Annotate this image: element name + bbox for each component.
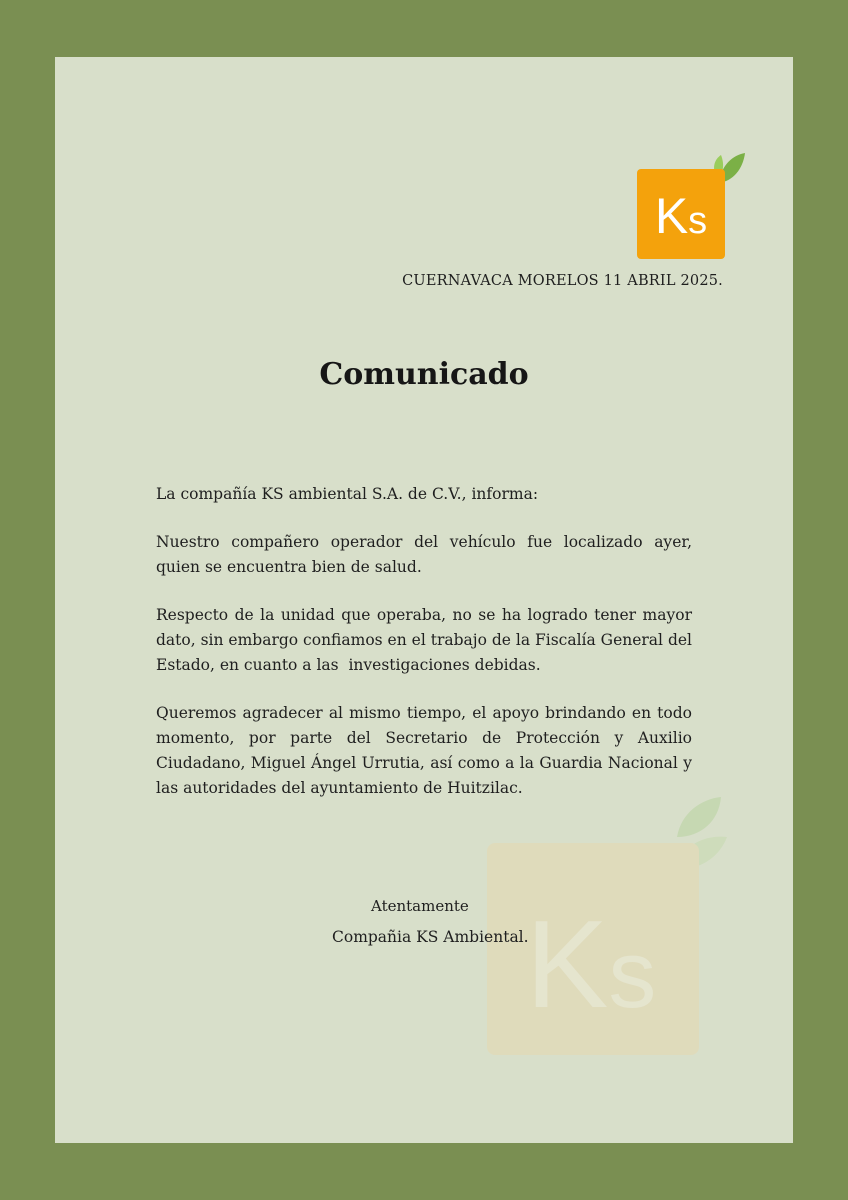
- date-line: CUERNAVACA MORELOS 11 ABRIL 2025.: [402, 273, 723, 289]
- document-body: [156, 482, 697, 824]
- paragraph-2: Respecto de la unidad que operaba, no se ha logrado tener mayor dato, sin embargo confiamos en el trabajo de la Fiscalía General del Estado, en cuanto a las investigaciones debidas.: [156, 606, 697, 674]
- paragraph-3: Queremos agradecer al mismo tiempo, el apoyo brindando en todo momento, por parte del Secretario de Protección y Auxilio Ciudadano, Miguel Ángel Urrutia, así como a la Guardia Nacional y las autoridades del ayuntamiento de Huitzilac.: [156, 704, 692, 797]
- closing-text: Atentamente: [371, 897, 469, 915]
- svg-text:Ks: Ks: [654, 188, 708, 244]
- intro-paragraph: La compañía KS ambiental S.A. de C.V., informa:: [156, 485, 539, 503]
- svg-text:Ks: Ks: [525, 896, 657, 1034]
- paragraph-1: Nuestro compañero operador del vehículo fue localizado ayer, quien se encuentra bien de salud.: [156, 533, 692, 576]
- signature-company: Compañia KS Ambiental.: [332, 928, 529, 946]
- document-page: [55, 57, 793, 1143]
- page-title: Comunicado: [319, 357, 529, 392]
- company-logo: [637, 153, 747, 261]
